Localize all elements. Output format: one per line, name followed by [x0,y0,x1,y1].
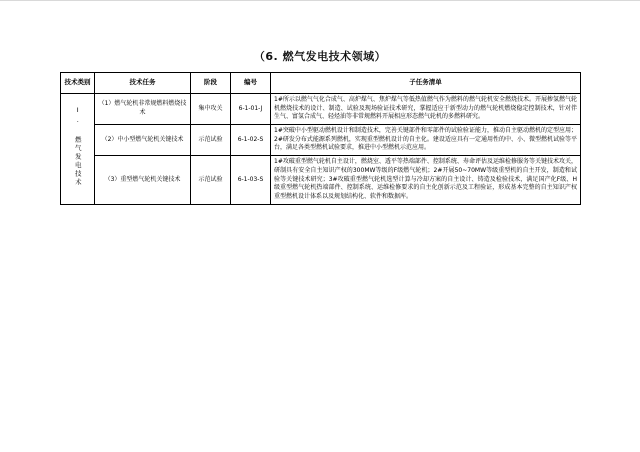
page-title: （6. 燃气发电技术领域） [253,50,387,63]
header-subtask-list: 子任务清单 [271,73,581,94]
task-stage: 示范试验 [191,125,231,156]
subtask-list: 1#所示以燃气气化合成气、高炉煤气、焦炉煤气等低热值燃气作为燃料的燃气轮机安全燃烧技术。开展掺氢燃气轮机燃烧技术的设计、制造、试验及现场验证技术研究，掌握适应于新型动力的燃气轮机燃烧稳定控制技术，针对伴生气、富氢合成气、轻烃油等非常规燃料开展相应形态燃气轮机的多燃料研究。 [271,94,581,125]
task-stage: 示范试验 [191,156,231,204]
table-header-row [61,73,581,94]
header-task: 技术任务 [95,73,191,94]
task-number: 6-1-01-J [231,94,271,125]
category-cell [61,94,95,205]
task-number: 6-1-03-S [231,156,271,204]
table-row [61,125,581,156]
task-number: 6-1-02-S [231,125,271,156]
table-row [61,94,581,125]
header-category: 技术类别 [61,73,95,94]
page-top-border [0,0,640,1]
subtask-list: 1#突破中小型驱动燃机设计和制造技术，完善关键部件和零部件的试验验证能力，推动自主驱动燃机的定型应用；2#研发分布式能源系列燃机，实现重型燃机设计的自主化。建设适应具有一定通用性的中、小、微型燃机试验等平台，满足各类型燃机试验要求，推进中小型燃机示范应用。 [271,125,581,156]
task-stage: 集中攻关 [191,94,231,125]
header-number: 编号 [231,73,271,94]
category-label: Ⅰ. 燃气发电技术 [73,106,82,188]
header-stage: 阶段 [191,73,231,94]
subtask-list: 1#攻破重型燃气轮机自主设计，燃烧室、透平等热端部件、控制系统、寿命评估及运维检修服务等关键技术攻关，研制具有安全自主知识产权的300MW等级的F级燃气轮机；2#开展50~70MW等级重型机的自主开发，制造和试验等关键技术研究；3#攻破重型燃气轮机选型计算与冷却方案的自主设计、铸造及检验技术，满足国产化F级、H级重型燃气轮机热端部件、控制系统、运维检修要求的自主化创新示范及工程验证，形成基本完整的自主知识产权重型燃机设计体系以及规划结构化、软件和数据库。 [271,156,581,204]
table-row [61,156,581,204]
task-name: （2）中小型燃气轮机关键技术 [95,125,191,156]
task-name: （1）燃气轮机非常规燃料燃烧技术 [95,94,191,125]
task-name: （3）重型燃气轮机关键技术 [95,156,191,204]
technology-table-wrapper [60,72,580,205]
technology-table [60,72,581,205]
